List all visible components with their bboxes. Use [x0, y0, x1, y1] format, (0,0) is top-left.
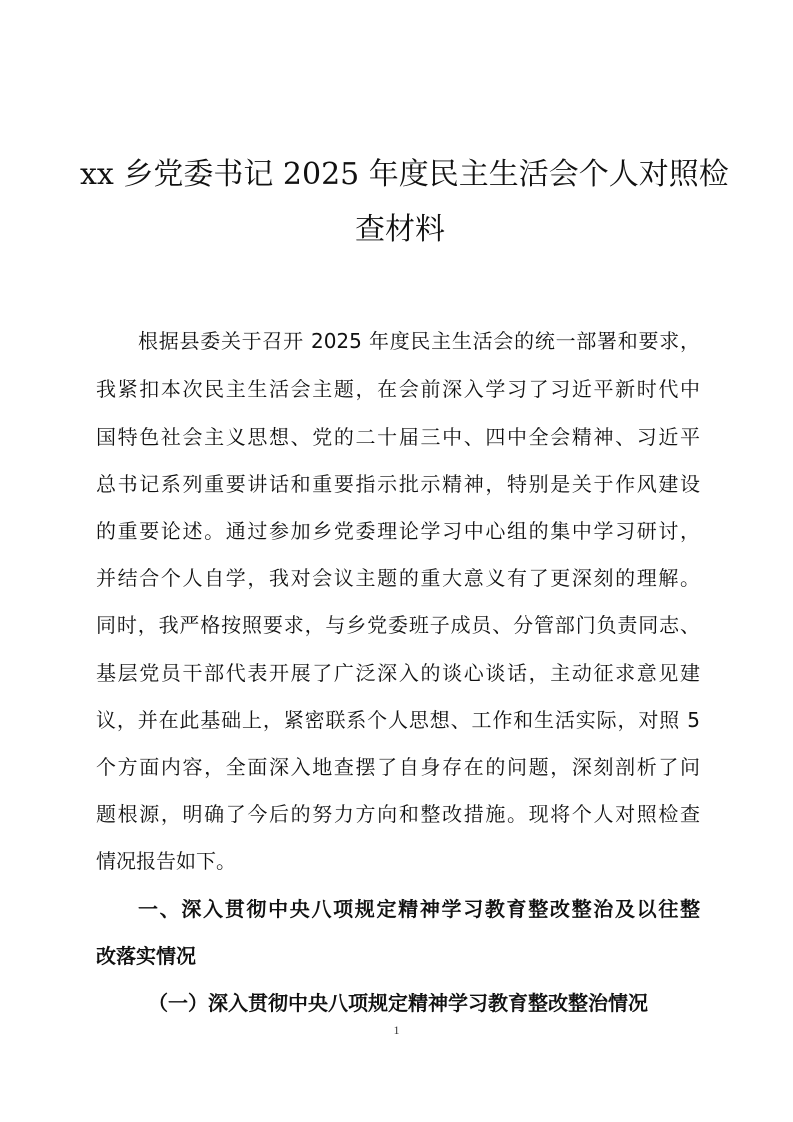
paragraph-line: 情况报告如下。 — [96, 849, 236, 873]
paragraph-line: 的重要论述。通过参加乡党委理论学习中心组的集中学习研讨， — [96, 519, 700, 543]
paragraph-line: 个方面内容，全面深入地查摆了自身存在的问题，深刻剖析了问 — [96, 755, 700, 779]
subsection-heading: （一）深入贯彻中央八项规定精神学习教育整改整治情况 — [148, 991, 648, 1015]
paragraph-line: 国特色社会主义思想、党的二十届三中、四中全会精神、习近平 — [96, 425, 700, 449]
paragraph-line: 题根源，明确了今后的努力方向和整改措施。现将个人对照检查 — [96, 802, 700, 826]
paragraph-line: 总书记系列重要讲话和重要指示批示精神，特别是关于作风建设 — [96, 472, 700, 496]
document-title-line-1: xx 乡党委书记 2025 年度民主生活会个人对照检 — [80, 157, 729, 192]
page-number: 1 — [393, 1023, 400, 1037]
section-heading-line: 一、深入贯彻中央八项规定精神学习教育整改整治及以往整 — [138, 897, 700, 921]
paragraph-line: 同时，我严格按照要求，与乡党委班子成员、分管部门负责同志、 — [96, 613, 700, 637]
paragraph-line: 议，并在此基础上，紧密联系个人思想、工作和生活实际，对照 5 — [96, 708, 700, 732]
paragraph-line: 并结合个人自学，我对会议主题的重大意义有了更深刻的理解。 — [96, 566, 700, 590]
paragraph-line: 基层党员干部代表开展了广泛深入的谈心谈话，主动征求意见建 — [96, 661, 700, 685]
paragraph-line: 我紧扣本次民主生活会主题，在会前深入学习了习近平新时代中 — [96, 377, 700, 401]
document-title-line-2: 查材料 — [355, 212, 445, 247]
section-heading-line: 改落实情况 — [96, 944, 196, 968]
paragraph-line: 根据县委关于召开 2025 年度民主生活会的统一部署和要求， — [138, 329, 700, 353]
